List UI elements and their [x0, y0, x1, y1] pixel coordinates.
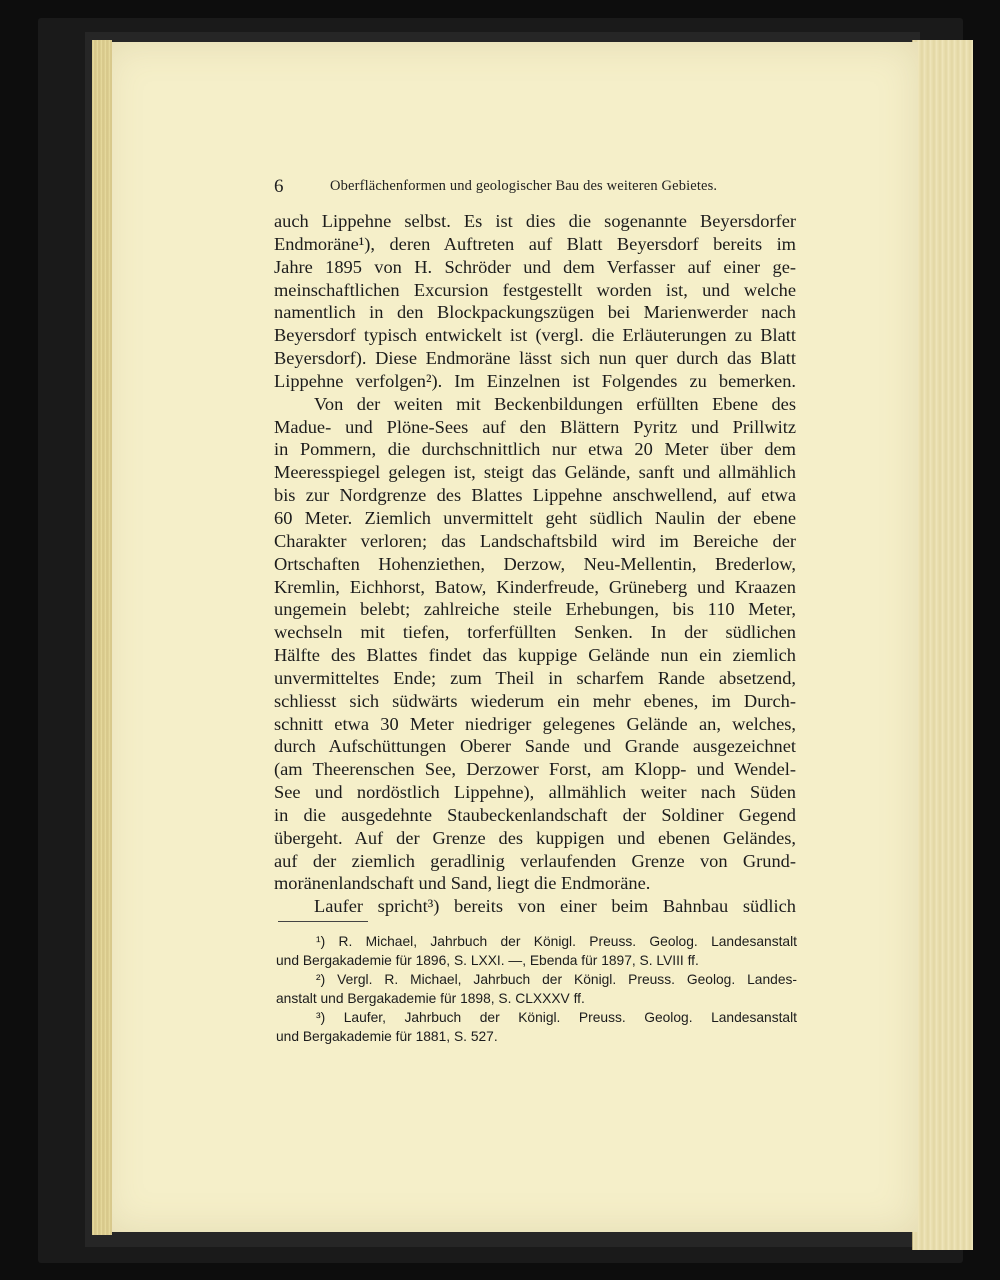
footnote-line: ¹) R. Michael, Jahrbuch der Königl. Preuss. Geolog. Landesanstalt [316, 934, 797, 949]
footnote-divider [278, 921, 368, 922]
text-line: Endmoräne¹), deren Auftreten auf Blatt Beyersdorf bereits im [274, 233, 796, 254]
text-line: durch Aufschüttungen Oberer Sande und Grande ausgezeichnet [274, 736, 796, 757]
text-line: Laufer spricht³) bereits von einer beim Bahnbau südlich [314, 896, 796, 917]
text-line: Jahre 1895 von H. Schröder und dem Verfasser auf einer ge- [274, 256, 796, 277]
text-line: Hälfte des Blattes findet das kuppige Gelände nun ein ziemlich [274, 645, 796, 666]
text-line: in Pommern, die durchschnittlich nur etwa 20 Meter über dem [274, 439, 796, 460]
text-line: Lippehne verfolgen²). Im Einzelnen ist Folgendes zu bemerken. [274, 370, 796, 391]
text-line: Von der weiten mit Beckenbildungen erfüllten Ebene des [314, 393, 796, 414]
text-line: wechseln mit tiefen, torferfüllten Senken. In der südlichen [274, 622, 796, 643]
text-line: Meeresspiegel gelegen ist, steigt das Gelände, sanft und allmählich [274, 462, 796, 483]
text-line: ungemein belebt; zahlreiche steile Erhebungen, bis 110 Meter, [274, 599, 796, 620]
text-line: unvermitteltes Ende; zum Theil in scharfem Rande absetzend, [274, 667, 796, 688]
footnote-line: anstalt und Bergakademie für 1898, S. CLXXXV ff. [276, 991, 585, 1006]
text-line: 60 Meter. Ziemlich unvermittelt geht südlich Naulin der ebene [274, 507, 796, 528]
running-head-title: Oberflächenformen und geologischer Bau des weiteren Gebietes. [330, 178, 718, 194]
footnote-line: ³) Laufer, Jahrbuch der Königl. Preuss. Geolog. Landesanstalt [316, 1010, 797, 1025]
text-line: See und nordöstlich Lippehne), allmählich weiter nach Süden [274, 782, 796, 803]
text-line: namentlich in den Blockpackungszügen bei Marienwerder nach [274, 302, 796, 323]
text-line: auch Lippehne selbst. Es ist dies die sogenannte Beyersdorfer [274, 211, 796, 231]
page-edges-right [912, 40, 973, 1250]
text-line: bis zur Nordgrenze des Blattes Lippehne anschwellend, auf etwa [274, 485, 796, 506]
running-head [274, 176, 804, 196]
text-line: moränenlandschaft und Sand, liegt die Endmoräne. [274, 873, 651, 894]
text-line: Beyersdorf). Diese Endmoräne lässt sich nun quer durch das Blatt [274, 348, 796, 369]
footnote-line: ²) Vergl. R. Michael, Jahrbuch der Königl. Preuss. Geolog. Landes- [316, 972, 797, 987]
text-line: meinschaftlichen Excursion festgestellt worden ist, und welche [274, 279, 796, 300]
text-line: in die ausgedehnte Staubeckenlandschaft der Soldiner Gegend [274, 804, 796, 825]
text-line: Madue- und Plöne-Sees auf den Blättern Pyritz und Prillwitz [274, 416, 796, 437]
footnote-line: und Bergakademie für 1896, S. LXXI. —, Ebenda für 1897, S. LVIII ff. [276, 953, 699, 968]
text-line: Kremlin, Eichhorst, Batow, Kinderfreude, Grüneberg und Kraazen [274, 576, 796, 597]
footnotes [276, 932, 797, 1046]
body-text [274, 210, 796, 918]
text-line: schnitt etwa 30 Meter niedriger gelegenes Gelände an, welches, [274, 713, 796, 734]
text-line: übergeht. Auf der Grenze des kuppigen und ebenen Geländes, [274, 827, 796, 848]
page-edges-left [92, 40, 112, 1235]
text-line: (am Theerenschen See, Derzower Forst, am Klopp- und Wendel- [274, 759, 796, 780]
page-number: 6 [274, 176, 284, 197]
text-line: Beyersdorf typisch entwickelt ist (vergl. die Erläuterungen zu Blatt [274, 325, 796, 346]
text-line: Charakter verloren; das Landschaftsbild wird im Bereiche der [274, 530, 796, 551]
footnote-line: und Bergakademie für 1881, S. 527. [276, 1029, 498, 1044]
text-line: auf der ziemlich geradlinig verlaufenden Grenze von Grund- [274, 850, 796, 871]
text-line: schliesst sich südwärts wiederum ein mehr ebenes, im Durch- [274, 690, 796, 711]
text-line: Ortschaften Hohenziethen, Derzow, Neu-Mellentin, Brederlow, [274, 553, 796, 574]
